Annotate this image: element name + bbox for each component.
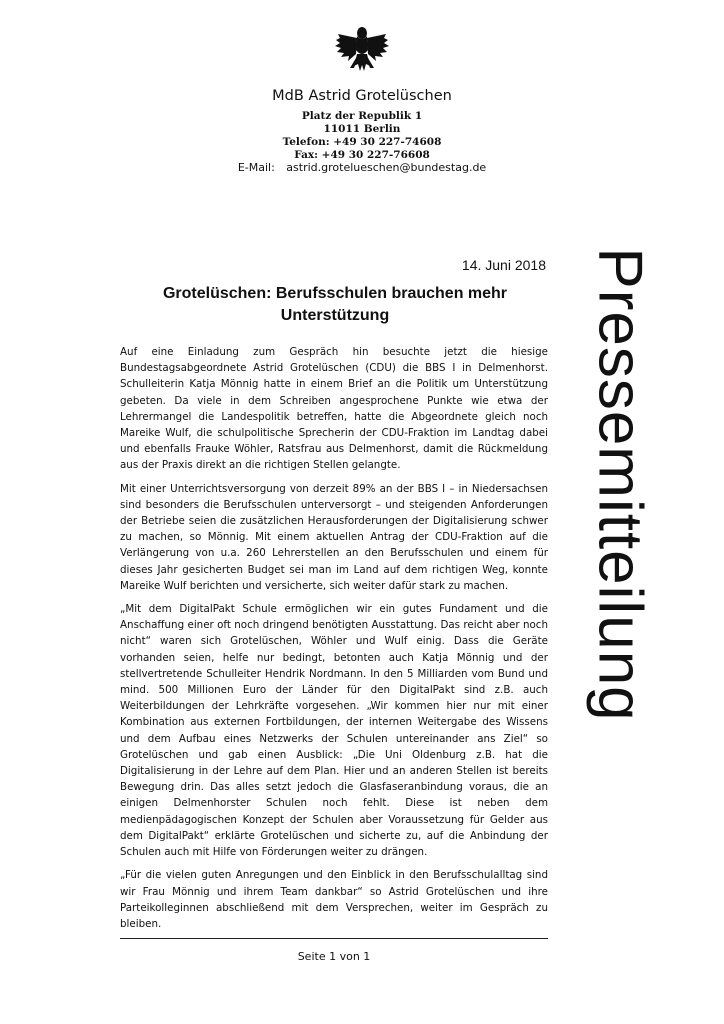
federal-eagle-icon (334, 24, 390, 74)
release-date: 14. Juni 2018 (461, 257, 546, 273)
paragraph: Mit einer Unterrichtsversorgung von derzeit 89% an der BBS I – in Niedersachsen sind besonders die Berufsschulen unterversorgt – und steigenden Anforderungen der Betriebe seien die zusätzlichen Herausforderungen der Digitalisierung schwer zu machen, so Mönnig. Mit einem aktuellen Antrag der CDU-Fraktion auf die Verlängerung von u.a. 260 Lehrerstellen an den Berufsschulen und einem für dieses Jahr gesicherten Budget sei man im Land auf dem richtigen Weg, konnte Mareike Wulf berichten und versicherte, sich weiter dafür stark zu machen. (120, 482, 548, 592)
paragraph: Auf eine Einladung zum Gespräch hin besuchte jetzt die hiesige Bundestagsabgeordnete Astrid Grotelüschen (CDU) die BBS I in Delmenhorst. Schulleiterin Katja Mönnig hatte in einem Brief an die Politik um Unterstützung gebeten. Da viele in dem Schreiben angesprochene Punkte wie etwa der Lehrermangel die Landespolitik betreffen, hatte die Abgeordnete gleich noch Mareike Wulf, die schulpolitische Sprecherin der CDU-Fraktion im Landtag dabei und ebenfalls Frauke Wöhler, Ratsfrau aus Delmenhorst, damit die Rückmeldung aus der Praxis direkt an die richtigen Stellen gelangte. (120, 346, 548, 472)
paragraph: „Mit dem DigitalPakt Schule ermöglichen wir ein gutes Fundament und die Anschaffung einer oft noch dringend benötigten Ausstattung. Das reicht aber noch nicht“ waren sich Grotelüschen, Wöhler und Wulf einig. Dass die Geräte vorhanden seien, helfe nur bedingt, betonten auch Katja Mönnig und der stellvertretende Schulleiter Hendrik Nordmann. In den 5 Milliarden vom Bund und mind. 500 Millionen Euro der Länder für den DigitalPakt sind z.B. auch Weiterbildungen der Lehrkräfte vorgesehen. „Wir kommen hier nur mit einer Kombination aus externen Fortbildungen, der internen Weitergabe des Wissens und dem Aufbau eines Netzwerks der Schulen untereinander ans Ziel“ so Grotelüschen und gab einen Ausblick: „Die Uni Oldenburg z.B. hat die Digitalisierung in der Lehre auf dem Plan. Hier und an anderen Stellen ist bereits Bewegung drin. Das alles setzt jedoch die Glasfaseranbindung voraus, die an einigen Delmenhorster Schulen noch fehlt. Diese ist neben dem medienpädagogischen Konzept der Schulen aber Voraussetzung für Gelder aus dem DigitalPakt“ erklärte Grotelüschen und sicherte zu, auf die Anbindung der Schulen auch mit Hilfe von Förderungen weiter zu drängen. (120, 603, 548, 859)
footer-divider (120, 938, 548, 939)
sender-fax: Fax: +49 30 227-76608 (294, 149, 430, 161)
email-link[interactable]: astrid.grotelueschen@bundestag.de (286, 161, 487, 174)
headline: Grotelüschen: Berufsschulen brauchen mehr Unterstützung (162, 285, 508, 324)
vertical-title: Pressemitteilung (585, 246, 655, 722)
email-label: E-Mail: (237, 161, 275, 174)
sender-street: Platz der Republik 1 (301, 110, 423, 122)
sender-name: MdB Astrid Grotelüschen (272, 88, 452, 104)
page-number: Seite 1 von 1 (297, 950, 371, 963)
vertical-title-container (578, 114, 662, 854)
sender-city: 11011 Berlin (323, 123, 401, 135)
body-text (120, 344, 548, 939)
sender-phone: Telefon: +49 30 227-74608 (282, 136, 442, 148)
paragraph: „Für die vielen guten Anregungen und den Einblick in den Berufsschulalltag sind wir Frau Mönnig und ihrem Team dankbar“ so Astrid Grotelüschen und ihre Parteikolleginnen abschließend mit dem Versprechen, weiter im Gespräch zu bleiben. (120, 869, 548, 930)
